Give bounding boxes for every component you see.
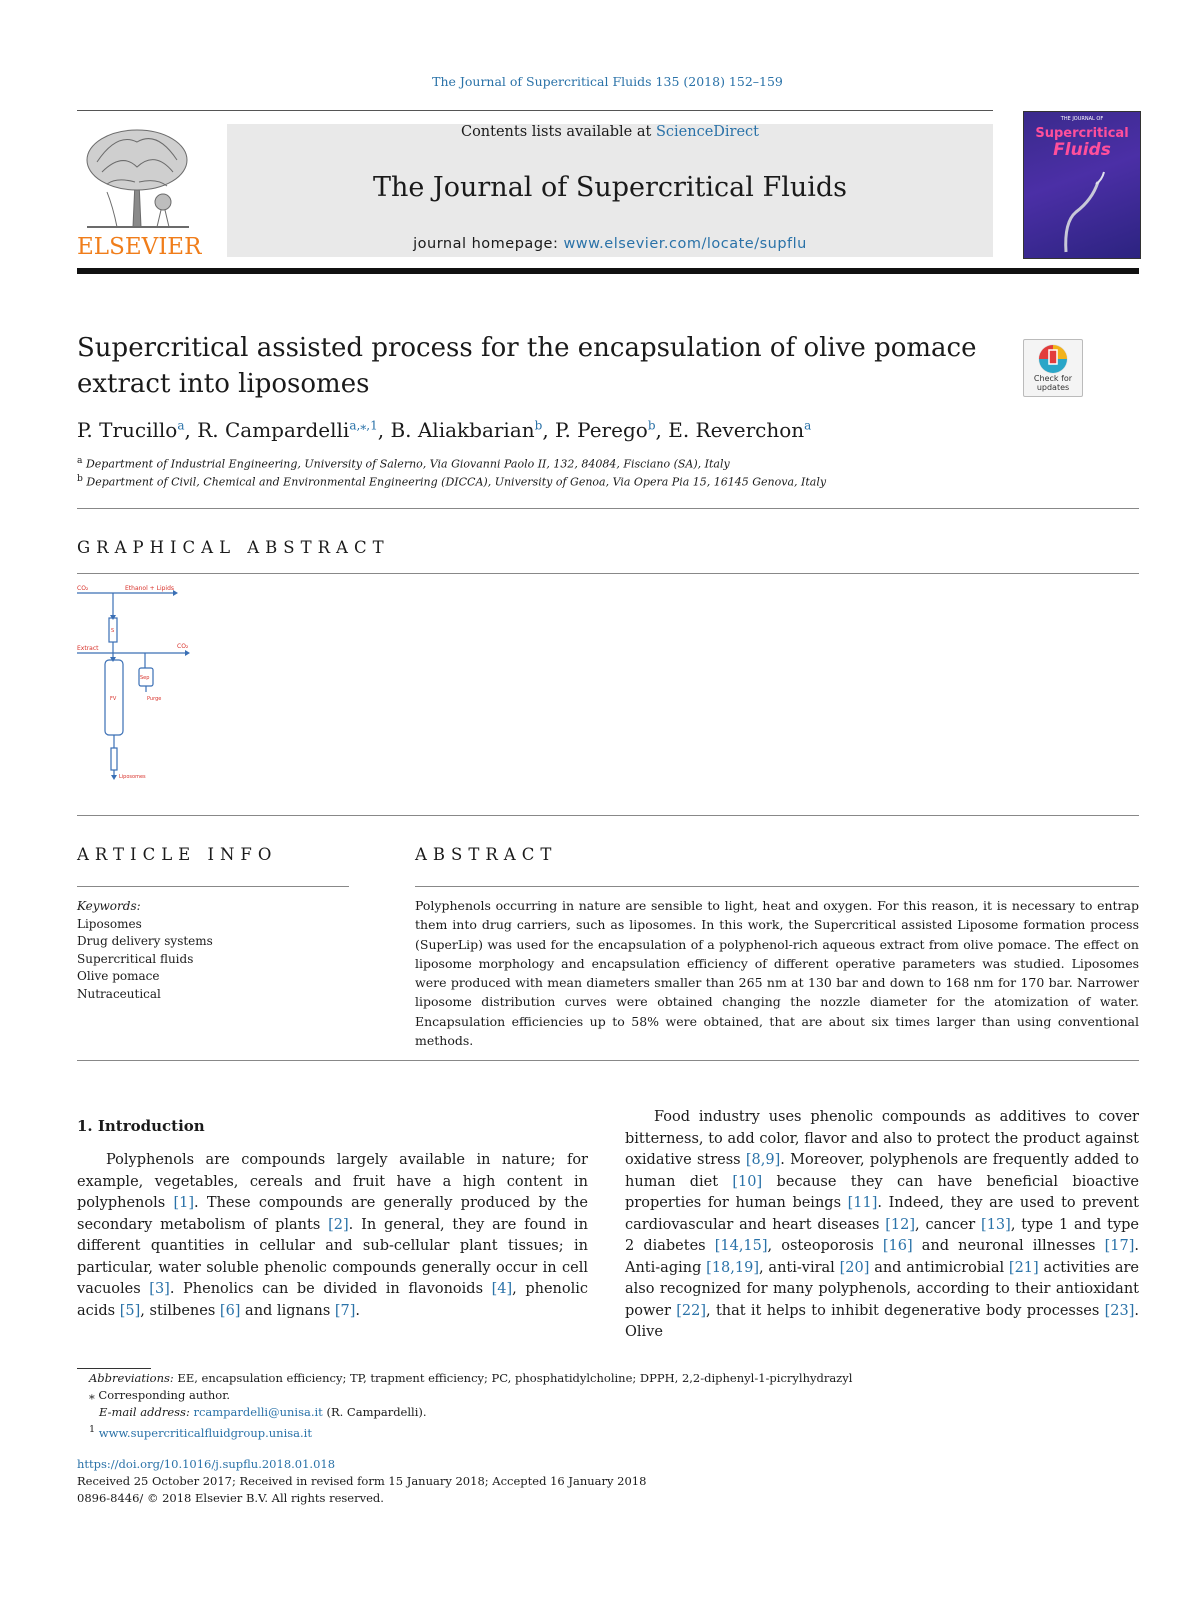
diagram-label-fv: FV — [110, 696, 117, 702]
email-footnote: E-mail address: rcampardelli@unisa.it (R. Campardelli). — [99, 1405, 427, 1419]
citation-link[interactable]: [5] — [119, 1302, 141, 1319]
homepage-prefix: journal homepage: — [413, 236, 564, 252]
paragraph-text: , osteoporosis — [767, 1238, 883, 1254]
keyword: Nutraceutical — [77, 986, 161, 1001]
journal-title: The Journal of Supercritical Fluids — [372, 172, 848, 203]
copyright: 0896-8446/ © 2018 Elsevier B.V. All rights reserved. — [77, 1491, 384, 1505]
header-thick-rule — [77, 268, 1139, 274]
keyword: Drug delivery systems — [77, 934, 213, 948]
keyword: Liposomes — [77, 916, 142, 931]
header-rule — [77, 110, 993, 111]
divider — [77, 508, 1139, 509]
citation-link[interactable]: [13] — [981, 1216, 1011, 1233]
publisher-name: ELSEVIER — [77, 234, 202, 260]
paragraph-text: . — [355, 1302, 361, 1319]
affiliation-b: $^b$ Department of Civil, Chemical and Environmental Engineering (DICCA), University of Genoa, Via Opera Pia 15, 16145 Genova, Italy — [77, 473, 827, 489]
journal-cover[interactable] — [1023, 111, 1141, 259]
sciencedirect-link[interactable]: ScienceDirect — [655, 124, 760, 140]
paragraph-text: , cancer — [915, 1216, 982, 1233]
cover-title-1: Supercritical — [1035, 126, 1129, 141]
citation-link[interactable]: [18,19] — [706, 1259, 759, 1276]
citation-link[interactable]: [1] — [173, 1195, 195, 1211]
author[interactable]: P. Perego$^b$ — [555, 418, 656, 442]
crossmark-label: Check for updates — [1033, 374, 1073, 392]
doi-link[interactable]: https://doi.org/10.1016/j.supflu.2018.01.018 — [77, 1457, 336, 1471]
crossmark-icon — [1024, 340, 1082, 376]
paragraph-text: . Moreover, polyphenols are frequently added to human diet — [625, 1152, 1139, 1190]
received-dates: Received 25 October 2017; Received in revised form 15 January 2018; Accepted 16 January 2018 — [77, 1474, 647, 1488]
keywords-block — [77, 898, 213, 1003]
citation-link[interactable]: [20] — [839, 1259, 870, 1276]
cover-swirl-icon — [1024, 112, 1140, 258]
citation-link[interactable]: [14,15] — [714, 1238, 768, 1254]
contents-line — [227, 124, 993, 140]
divider — [77, 1060, 1139, 1061]
author-list: P. Trucillo$^a$, R. Campardelli$^{a,⁎,1}$, B. Aliakbarian$^b$, P. Perego$^b$, E. Reverchon$^a$ — [77, 418, 812, 442]
paragraph-text: because they can have beneficial bioactive properties for human beings — [625, 1173, 1139, 1211]
paragraph-text: activities are also recognized for many polyphenols, according to their antioxidant power — [625, 1259, 1139, 1319]
graphical-abstract-diagram[interactable] — [77, 580, 207, 790]
keyword: Olive pomace — [77, 969, 160, 983]
citation-link[interactable]: [10] — [732, 1173, 763, 1190]
citation-link[interactable]: [11] — [847, 1195, 878, 1211]
corresponding-footnote: ⁎ Corresponding author. — [89, 1388, 231, 1402]
url-footnote: $^1$ www.supercriticalfluidgroup.unisa.it — [89, 1424, 312, 1440]
paragraph-text: , anti-viral — [759, 1259, 840, 1276]
diagram-label-ethanol: Ethanol + Lipids — [125, 585, 175, 592]
cover-small-text: THE JOURNAL OF — [1060, 116, 1104, 122]
paragraph-text: , that it helps to inhibit degenerative body processes — [706, 1302, 1105, 1319]
homepage-line — [227, 236, 993, 252]
contents-prefix: Contents lists available at — [460, 124, 656, 140]
homepage-link[interactable]: www.elsevier.com/locate/supflu — [563, 236, 807, 252]
diagram-label-liposomes: Liposomes — [119, 774, 146, 780]
article-title: Supercritical assisted process for the encapsulation of olive pomace extract into liposomes — [77, 333, 977, 399]
author[interactable]: R. Campardelli$^{a,⁎,1}$ — [197, 418, 378, 442]
article-info-rule — [77, 886, 349, 887]
tree-icon — [77, 122, 199, 232]
author[interactable]: E. Reverchon$^a$ — [668, 418, 812, 442]
citation-link[interactable]: [22] — [676, 1302, 707, 1319]
graphical-abstract-heading: GRAPHICAL ABSTRACT — [77, 538, 390, 557]
citation-link[interactable]: [23] — [1104, 1302, 1135, 1319]
citation-link[interactable]: [8,9] — [745, 1152, 781, 1168]
diagram-label-extract: Extract — [77, 645, 99, 652]
paragraph-text: . These compounds are generally produced by the secondary metabolism of plants — [77, 1195, 588, 1233]
diagram-label-purge: Purge — [147, 696, 162, 702]
diagram-label-sep: Sep — [140, 675, 150, 681]
paragraph-text: , stilbenes — [140, 1302, 220, 1319]
citation-link[interactable]: [21] — [1008, 1259, 1039, 1276]
article-info-heading: ARTICLE INFO — [77, 845, 278, 864]
paragraph-text: . Phenolics can be divided in flavonoids — [169, 1281, 492, 1297]
citation-link[interactable]: [7] — [334, 1302, 356, 1319]
paragraph-text: and antimicrobial — [869, 1259, 1009, 1276]
affiliation-a: $^a$ Department of Industrial Engineering, University of Salerno, Via Giovanni Paolo II, 132, 84084, Fisciano (SA), Italy — [77, 455, 730, 471]
abbreviations-footnote: Abbreviations: EE, encapsulation efficiency; TP, trapment efficiency; PC, phosphatidylcholine; DPPH, 2,2-diphenyl-1-picrylhydrazyl — [89, 1371, 853, 1385]
check-for-updates-badge[interactable] — [1023, 339, 1083, 397]
paragraph-text: . Anti-aging — [625, 1238, 1139, 1276]
citation-link[interactable]: [2] — [328, 1216, 349, 1233]
group-website-link[interactable]: www.supercriticalfluidgroup.unisa.it — [98, 1425, 312, 1440]
footnote-rule — [77, 1368, 151, 1369]
author[interactable]: B. Aliakbarian$^b$ — [390, 418, 543, 442]
paragraph-text: Polyphenols are compounds largely available in nature; for example, vegetables, cereals and fruit have a high content in polyphenols — [77, 1152, 588, 1211]
paragraph-text: , phenolic acids — [77, 1281, 588, 1319]
introduction-heading: 1. Introduction — [77, 1117, 205, 1135]
citation-link[interactable]: [17] — [1104, 1238, 1135, 1254]
citation-link[interactable]: [12] — [885, 1216, 916, 1233]
citation-link[interactable]: [3] — [149, 1281, 170, 1297]
citation-link[interactable]: [6] — [219, 1302, 241, 1319]
diagram-label-co2-out: CO₂ — [177, 643, 189, 650]
paragraph-text: . In general, they are found in different quantities in cellular and sub-cellular plant tissues; in particular, water soluble phenolic compounds generally occur in cell vacuoles — [77, 1216, 588, 1297]
divider — [77, 815, 1139, 816]
citation-link[interactable]: [16] — [882, 1238, 913, 1254]
citation-link[interactable]: [4] — [491, 1281, 513, 1297]
intro-column-right — [625, 1107, 1139, 1344]
paragraph-text: , type 1 and type 2 diabetes — [625, 1216, 1139, 1254]
paragraph-text: and lignans — [240, 1302, 335, 1319]
process-diagram — [77, 580, 207, 790]
diagram-label-co2-in: CO₂ — [77, 585, 89, 592]
abstract-heading: ABSTRACT — [415, 845, 558, 864]
email-link[interactable]: rcampardelli@unisa.it — [193, 1405, 323, 1419]
paragraph-text: Food industry uses phenolic compounds as additives to cover bitterness, to add color, flavor and also to protect the product against oxidative stress — [625, 1109, 1139, 1168]
divider — [77, 573, 1139, 574]
abstract-text: Polyphenols occurring in nature are sensible to light, heat and oxygen. For this reason, it is necessary to entrap them into drug carriers, such as liposomes. In this work, the Supercritical assisted Liposome formation process (SuperLip) was used for the encapsulation of a polyphenol-rich aqueous extract from olive pomace. The effect on liposome morphology and encapsulation efficiency of different operative parameters was studied. Liposomes were produced with mean diameters smaller than 265 nm at 130 bar and down to 168 nm for 170 bar. Narrower liposome distribution curves were obtained changing the nozzle diameter for the atomization of water. Encapsulation efficiencies up to 58% were obtained, that are about six times larger than using conventional methods. — [415, 898, 1139, 1049]
cover-title-2: Fluids — [1053, 140, 1111, 160]
paragraph-text: . Indeed, they are used to prevent cardiovascular and heart diseases — [625, 1195, 1139, 1233]
abstract-rule — [415, 886, 1139, 887]
keywords-label: Keywords: — [77, 899, 141, 913]
intro-column-left — [77, 1150, 588, 1322]
diagram-label-s: S — [111, 628, 115, 634]
author[interactable]: P. Trucillo$^a$ — [77, 418, 185, 442]
keyword: Supercritical fluids — [77, 951, 194, 966]
paragraph-text: and neuronal illnesses — [912, 1238, 1105, 1254]
paragraph-text: . Olive — [625, 1302, 1139, 1340]
journal-reference[interactable]: The Journal of Supercritical Fluids 135 (2018) 152–159 — [432, 74, 783, 89]
